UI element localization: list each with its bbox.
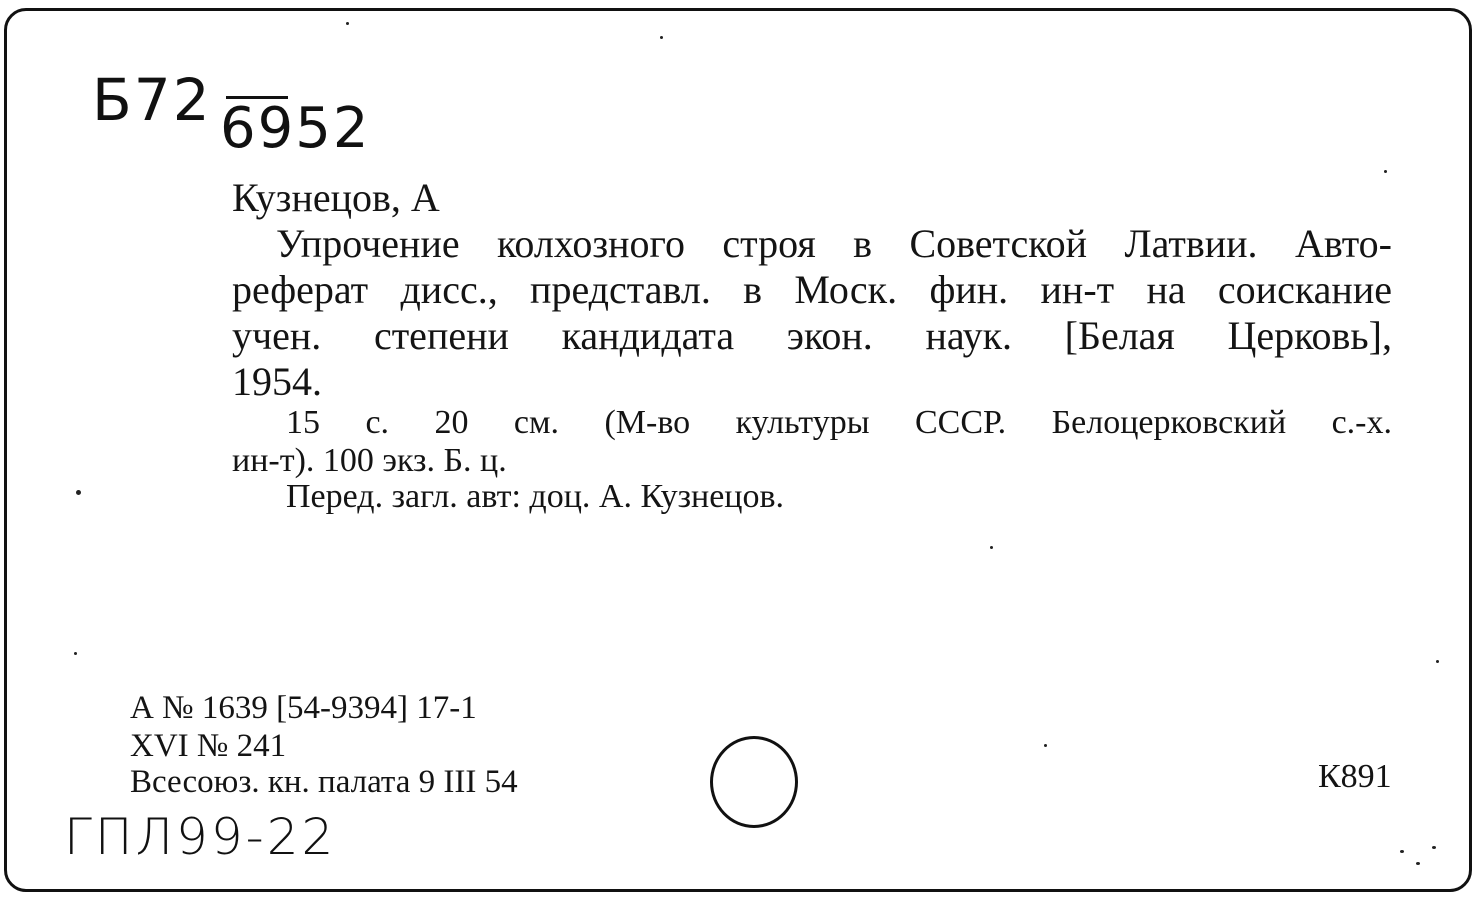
scan-speck: [76, 490, 81, 495]
handwritten-code: ГПЛ99-22: [64, 808, 337, 866]
scan-speck: [1436, 660, 1439, 663]
title-line-1: Упрочение колхозного строя в Советской Латвии. Авто-: [276, 221, 1392, 266]
stamp-circle-icon: [710, 736, 798, 828]
scan-speck: [660, 36, 663, 39]
title-line-2: реферат дисс., представл. в Моск. фин. ин-т на соискание: [232, 267, 1392, 312]
author-heading: Кузнецов, А: [232, 175, 440, 220]
footer-line-2: XVI № 241: [130, 728, 287, 764]
collation-line-1: 15 с. 20 см. (М-во культуры СССР. Белоцерковский с.-х.: [286, 404, 1392, 441]
scan-speck: [1416, 862, 1420, 865]
title-line-3: учен. степени кандидата экон. наук. [Белая Церковь],: [232, 313, 1392, 358]
title-line-4: 1954.: [232, 359, 322, 404]
card-code: К891: [1318, 758, 1392, 795]
scan-speck: [74, 652, 77, 655]
shelf-mark: Б72: [92, 66, 212, 134]
note-line: Перед. загл. авт: доц. А. Кузнецов.: [286, 478, 785, 515]
footer-line-3: Всесоюз. кн. палата 9 III 54: [130, 764, 518, 800]
scan-speck: [1384, 170, 1387, 173]
footer-line-1: А № 1639 [54-9394] 17-1: [130, 690, 477, 726]
inventory-number: 6952: [220, 96, 371, 161]
collation-line-2: ин-т). 100 экз. Б. ц.: [232, 442, 507, 479]
scan-speck: [1400, 850, 1404, 853]
scan-speck: [1044, 744, 1047, 747]
scan-speck: [1432, 846, 1436, 849]
scan-speck: [346, 22, 349, 25]
scan-speck: [990, 546, 993, 549]
